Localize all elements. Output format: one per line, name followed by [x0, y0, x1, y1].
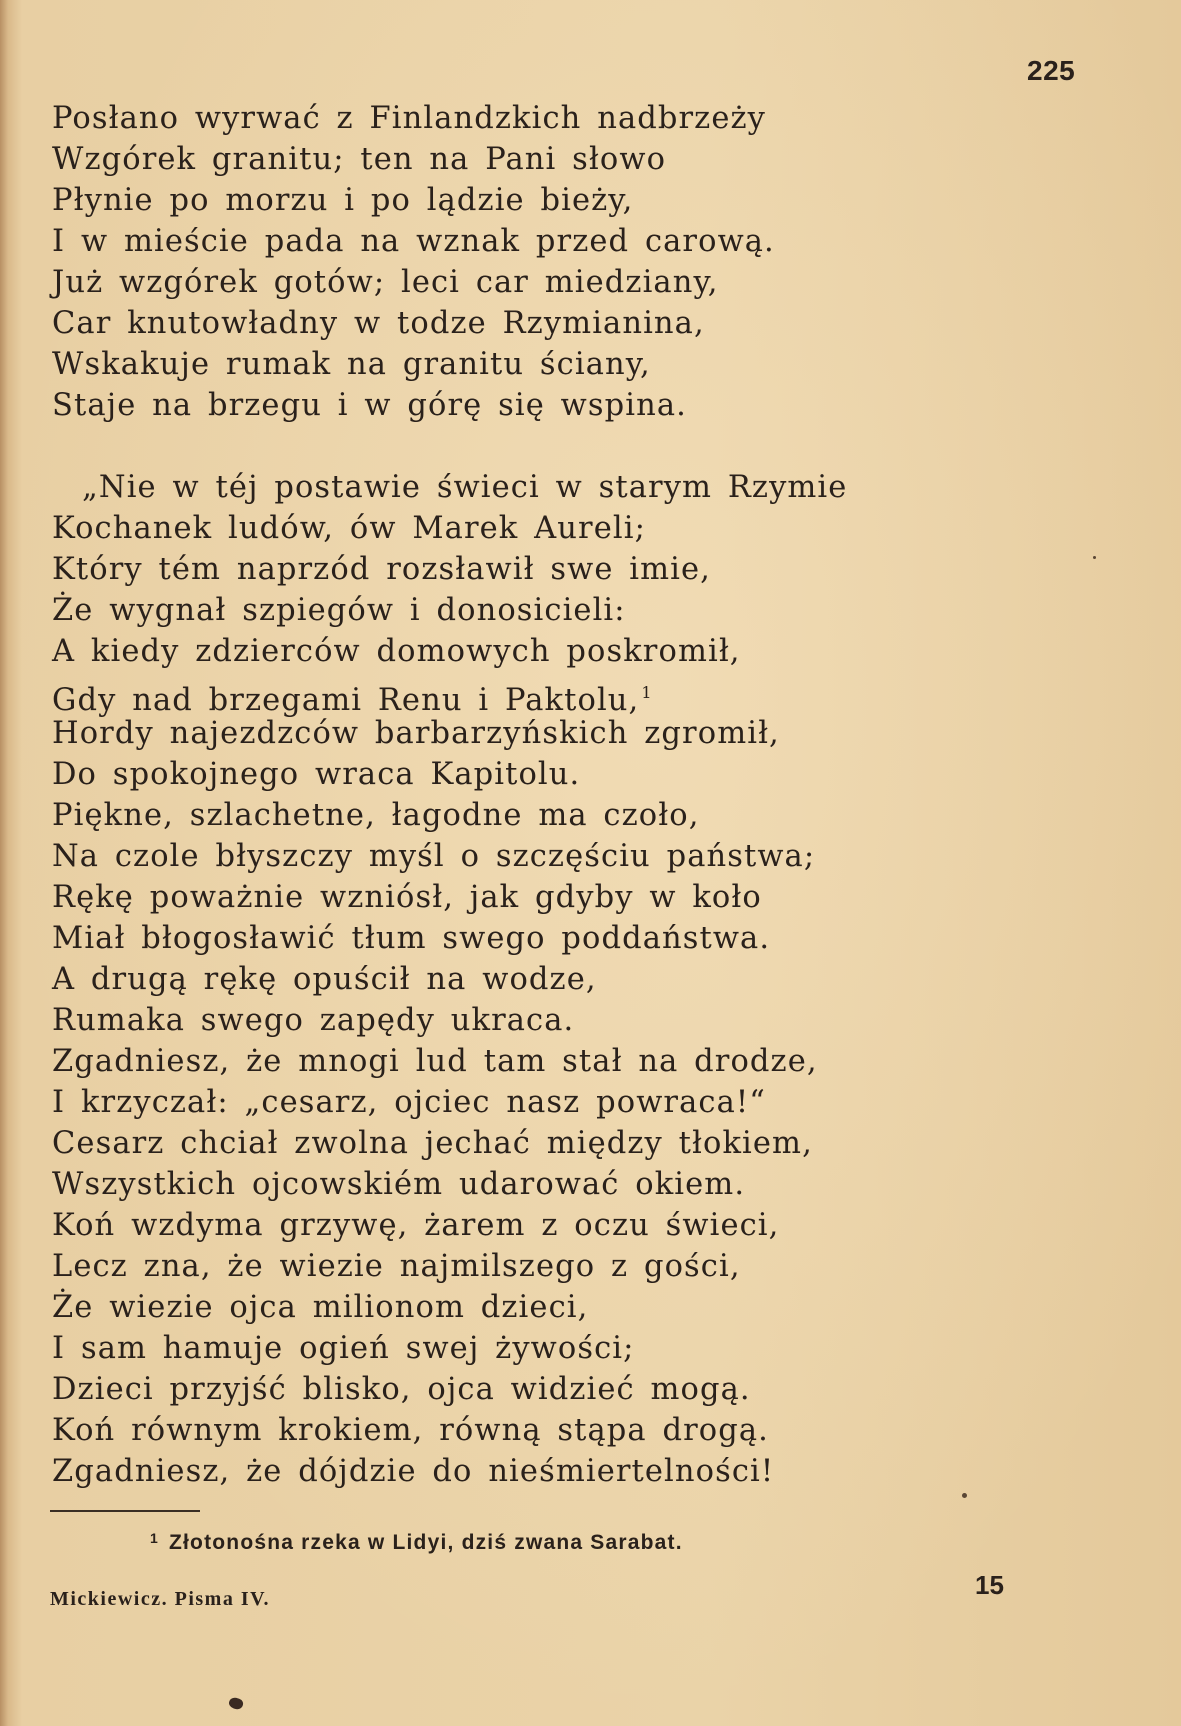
verse-line: Zgadniesz, że dójdzie do nieśmiertelności!	[52, 1454, 775, 1489]
verse-line: I krzyczał: „cesarz, ojciec nasz powraca!“	[52, 1085, 766, 1120]
verse-line: A drugą rękę opuścił na wodze,	[52, 962, 597, 997]
verse-line: Wskakuje rumak na granitu ściany,	[52, 347, 651, 382]
verse-line: I w mieście pada na wznak przed carową.	[52, 224, 775, 259]
verse-text: Gdy nad brzegami Renu i Paktolu,	[52, 683, 640, 718]
verse-line: Koń wzdyma grzywę, żarem z oczu świeci,	[52, 1208, 780, 1243]
verse-line: I sam hamuje ogień swej żywości;	[52, 1331, 635, 1366]
footnote-marker: 1	[150, 1530, 159, 1546]
stanza-2	[52, 467, 847, 1492]
ink-blot	[228, 1696, 245, 1711]
verse-line: Że wygnał szpiegów i donosicieli:	[52, 593, 626, 628]
verse-line: Że wiezie ojca milionom dzieci,	[52, 1290, 589, 1325]
verse-line: Lecz zna, że wiezie najmilszego z gości,	[52, 1249, 741, 1284]
sheet-number: 15	[975, 1570, 1004, 1600]
verse-line: Już wzgórek gotów; leci car miedziany,	[52, 265, 719, 300]
verse-line: Cesarz chciał zwolna jechać między tłokiem,	[52, 1126, 813, 1161]
verse-line: Zgadniesz, że mnogi lud tam stał na drodze,	[52, 1044, 818, 1079]
verse-line: Piękne, szlachetne, łagodne ma czoło,	[52, 798, 700, 833]
stanza-1	[52, 98, 775, 426]
verse-line-with-footnote	[52, 672, 847, 718]
verse-line: Koń równym krokiem, równą stąpa drogą.	[52, 1413, 769, 1448]
page-number: 225	[1027, 55, 1076, 86]
signature-line: Mickiewicz. Pisma IV.	[50, 1588, 270, 1610]
verse-line: Kochanek ludów, ów Marek Aureli;	[52, 511, 646, 546]
verse-line: Płynie po morzu i po lądzie bieży,	[52, 183, 634, 218]
ink-speck	[962, 1493, 967, 1498]
verse-line: Dzieci przyjść blisko, ojca widzieć mogą.	[52, 1372, 751, 1407]
verse-line: Który tém naprzód rozsławił swe imie,	[52, 552, 711, 587]
verse-line: Hordy najezdzców barbarzyńskich zgromił,	[52, 716, 780, 751]
verse-line: Do spokojnego wraca Kapitolu.	[52, 757, 581, 792]
verse-line: Miał błogosławić tłum swego poddaństwa.	[52, 921, 771, 956]
verse-line: „Nie w téj postawie świeci w starym Rzymie	[82, 470, 848, 505]
verse-line: Rumaka swego zapędy ukraca.	[52, 1003, 575, 1038]
footnote	[150, 1530, 683, 1555]
verse-line: Car knutowładny w todze Rzymianina,	[52, 306, 705, 341]
ink-speck	[1093, 556, 1096, 559]
verse-line: Posłano wyrwać z Finlandzkich nadbrzeży	[52, 101, 766, 136]
verse-line: Wszystkich ojcowskiém udarować okiem.	[52, 1167, 746, 1202]
footnote-divider	[50, 1510, 200, 1512]
verse-line: Rękę poważnie wzniósł, jak gdyby w koło	[52, 880, 762, 915]
footnote-reference: 1	[641, 683, 653, 702]
verse-line: Staje na brzegu i w górę się wspina.	[52, 388, 687, 423]
verse-line: A kiedy zdzierców domowych poskromił,	[52, 634, 741, 669]
verse-line: Na czole błyszczy myśl o szczęściu państwa;	[52, 839, 816, 874]
footnote-text: Złotonośna rzeka w Lidyi, dziś zwana Sarabat.	[169, 1531, 683, 1554]
verse-line: Wzgórek granitu; ten na Pani słowo	[52, 142, 667, 177]
